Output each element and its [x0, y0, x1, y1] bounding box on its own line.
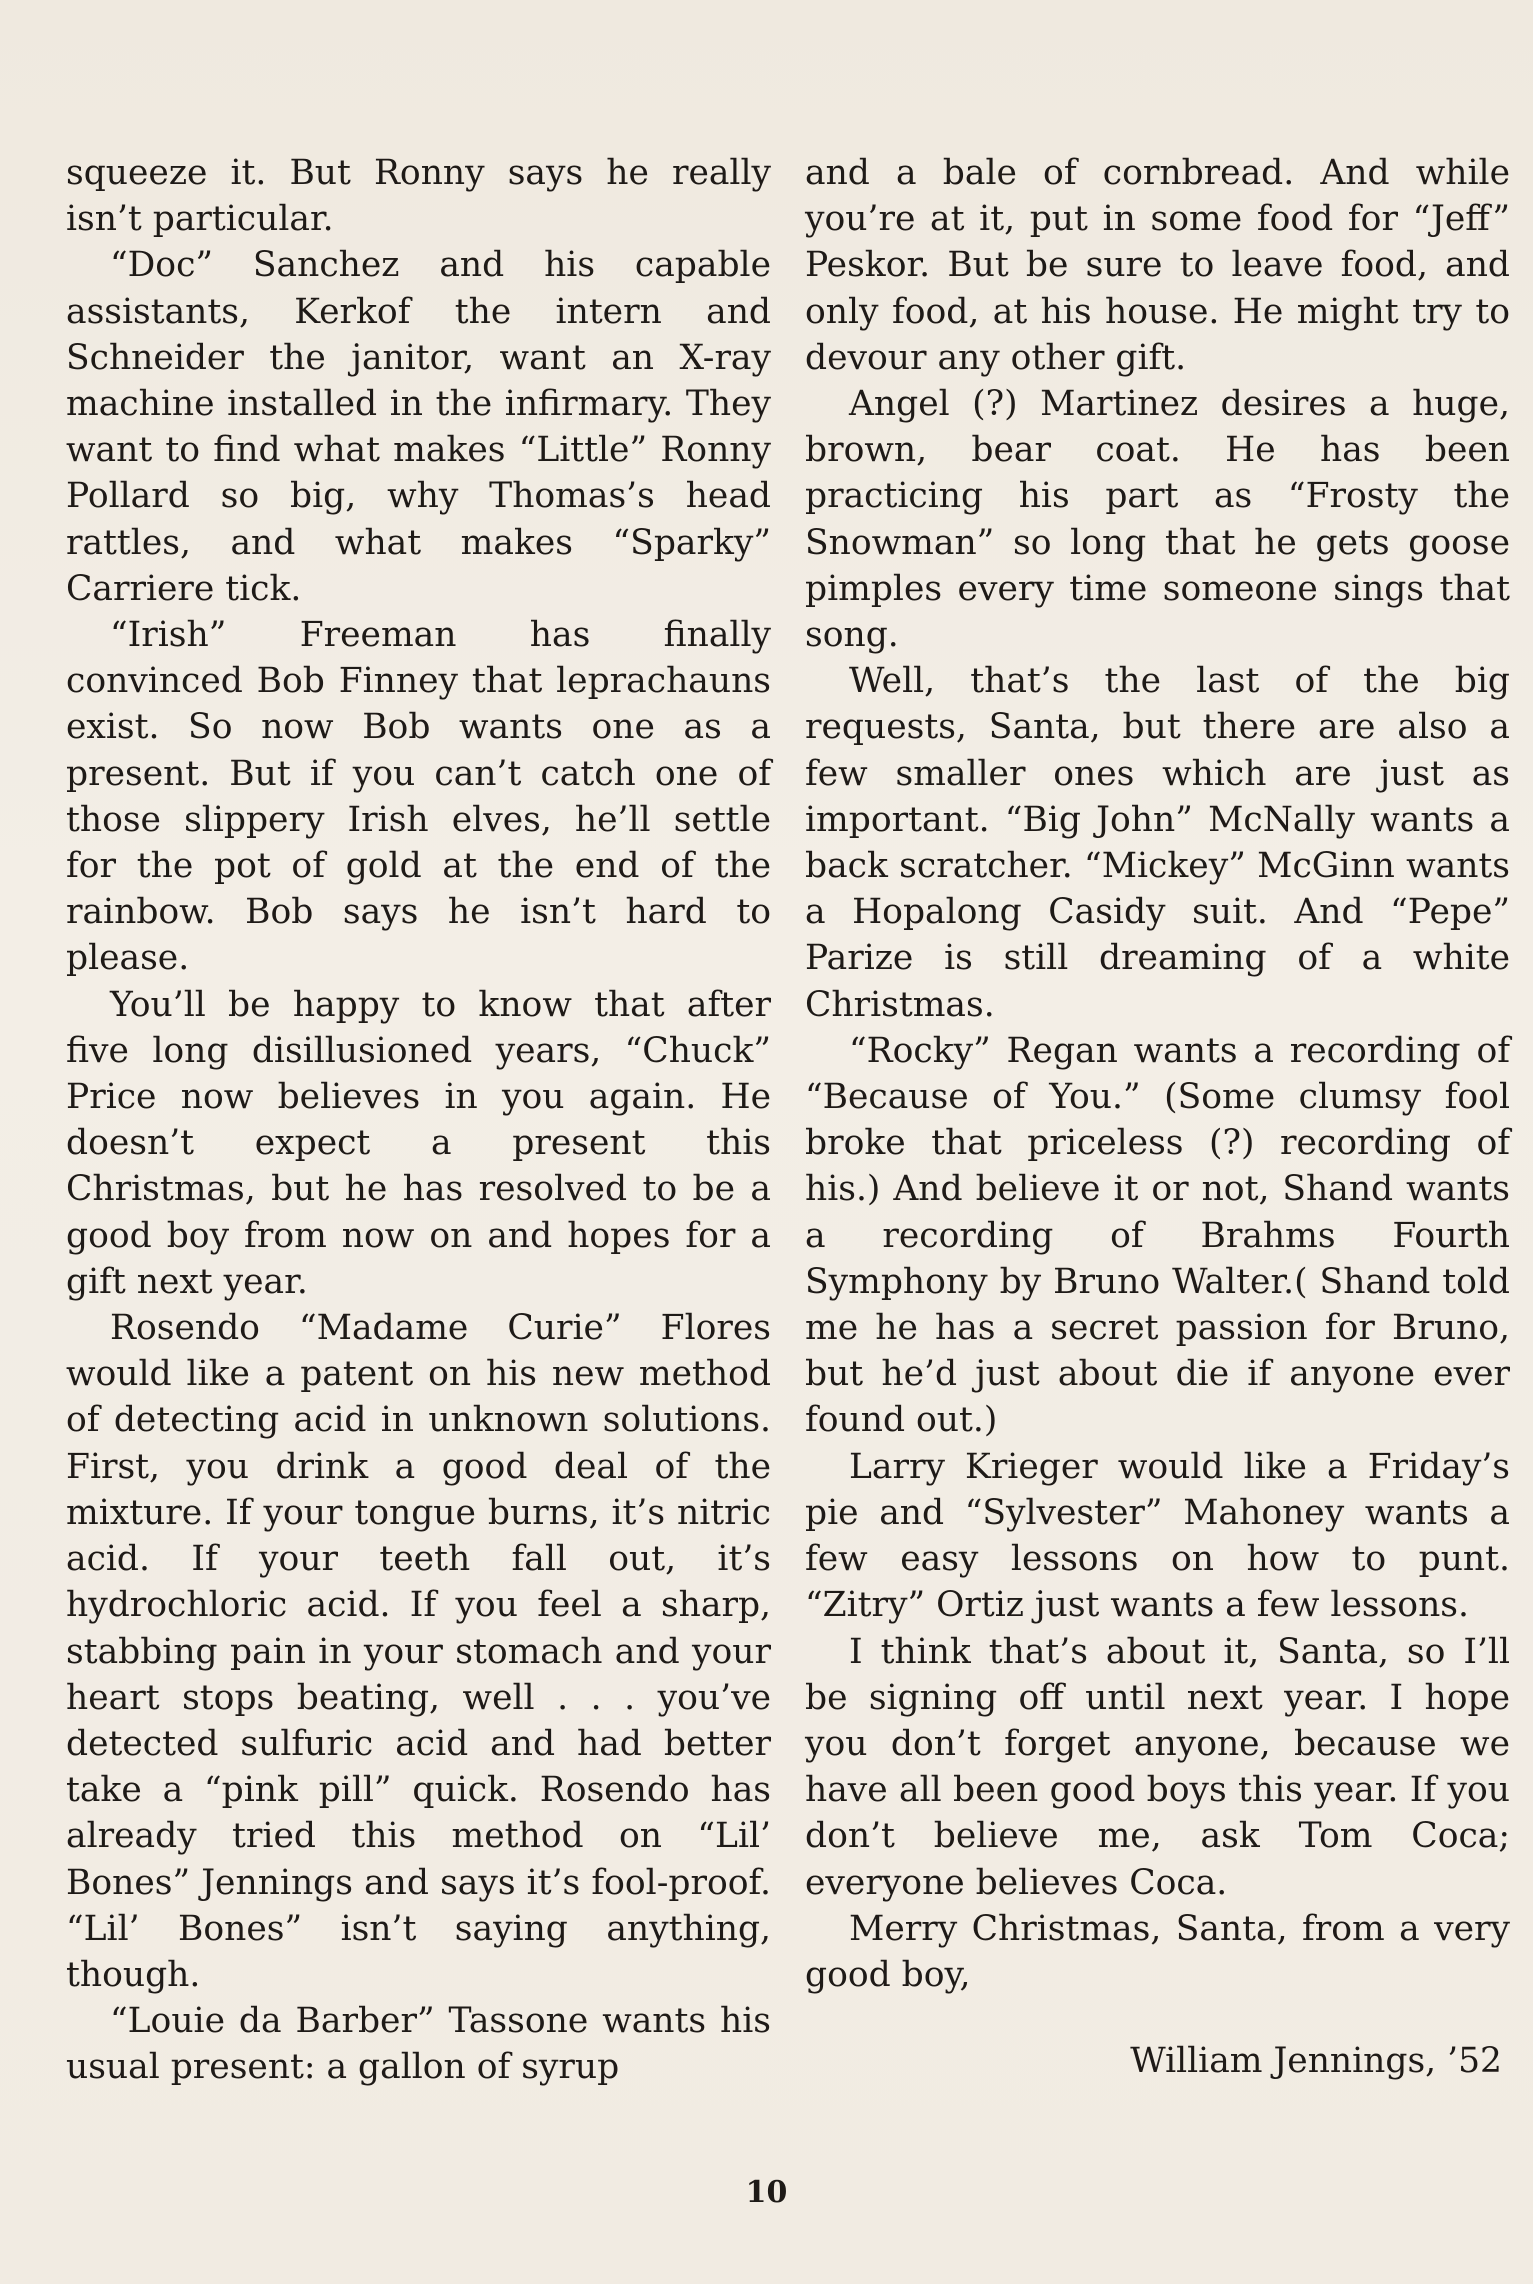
- paragraph: Rosendo “Madame Curie” Flores would like a patent on his new method of detecting acid in unknown solutions. First, you drink a good deal of the mixture. If your tongue burns, it’s nitric acid. If your teeth fall out, it’s hydrochloric acid. If you feel a sharp, stabbing pain in your stomach and your heart stops beating, well . . . you’ve detected sulfuric acid and had better take a “pink pill” quick. Rosendo has already tried this method on “Lil’ Bones” Jennings and says it’s fool-proof. “Lil’ Bones” isn’t saying anything, though.: [66, 1308, 771, 1995]
- paragraph: Well, that’s the last of the big requests, Santa, but there are also a few smaller ones which are just as important. “Big John” McNally wants a back scratcher. “Mickey” McGinn wants a Hopalong Casidy suit. And “Pepe” Parize is still dreaming of a white Christmas.: [805, 661, 1510, 1025]
- paragraph: Merry Christmas, Santa, from a very good boy,: [805, 1908, 1510, 1995]
- paragraph: Angel (?) Martinez desires a huge, brown, bear coat. He has been practicing his part as “Frosty the Snowman” so long that he gets goose pimples every time someone sings that song.: [805, 384, 1510, 656]
- paragraph: “Louie da Barber” Tassone wants his usual present: a gallon of syrup: [66, 2001, 771, 2088]
- paragraph: Larry Krieger would like a Friday’s pie and “Sylvester” Mahoney wants a few easy lessons on how to punt. “Zitry” Ortiz just wants a few lessons.: [805, 1446, 1510, 1626]
- left-column: [66, 150, 771, 2091]
- paragraph: “Irish” Freeman has finally convinced Bob Finney that leprachauns exist. So now Bob wants one as a present. But if you can’t catch one of those slippery Irish elves, he’ll settle for the pot of gold at the end of the rainbow. Bob says he isn’t hard to please.: [66, 615, 771, 979]
- paragraph: “Rocky” Regan wants a recording of “Because of You.” (Some clumsy fool broke that priceless (?) recording of his.) And believe it or not, Shand wants a recording of Brahms Fourth Symphony by Bruno Walter.( Shand told me he has a secret passion for Bruno, but he’d just about die if anyone ever found out.): [805, 1030, 1510, 1441]
- right-column: [805, 150, 1510, 2084]
- paragraph: “Doc” Sanchez and his capable assistants, Kerkof the intern and Schneider the janitor, want an X-ray machine installed in the infirmary. They want to find what makes “Little” Ronny Pollard so big, why Thomas’s head rattles, and what makes “Sparky” Carriere tick.: [66, 245, 771, 609]
- paragraph: and a bale of cornbread. And while you’re at it, put in some food for “Jeff” Peskor. But be sure to leave food, and only food, at his house. He might try to devour any other gift.: [805, 153, 1510, 378]
- paragraph: You’ll be happy to know that after five long disillusioned years, “Chuck” Price now believes in you again. He doesn’t expect a present this Christmas, but he has resolved to be a good boy from now on and hopes for a gift next year.: [66, 984, 771, 1302]
- author-signature: William Jennings, ’52: [1130, 2041, 1502, 2082]
- paragraph: squeeze it. But Ronny says he really isn’t particular.: [66, 153, 771, 240]
- paragraph: I think that’s about it, Santa, so I’ll be signing off until next year. I hope you don’t forget anyone, because we have all been good boys this year. If you don’t believe me, ask Tom Coca; everyone believes Coca.: [805, 1631, 1510, 1903]
- page-number: 10: [745, 2175, 788, 2210]
